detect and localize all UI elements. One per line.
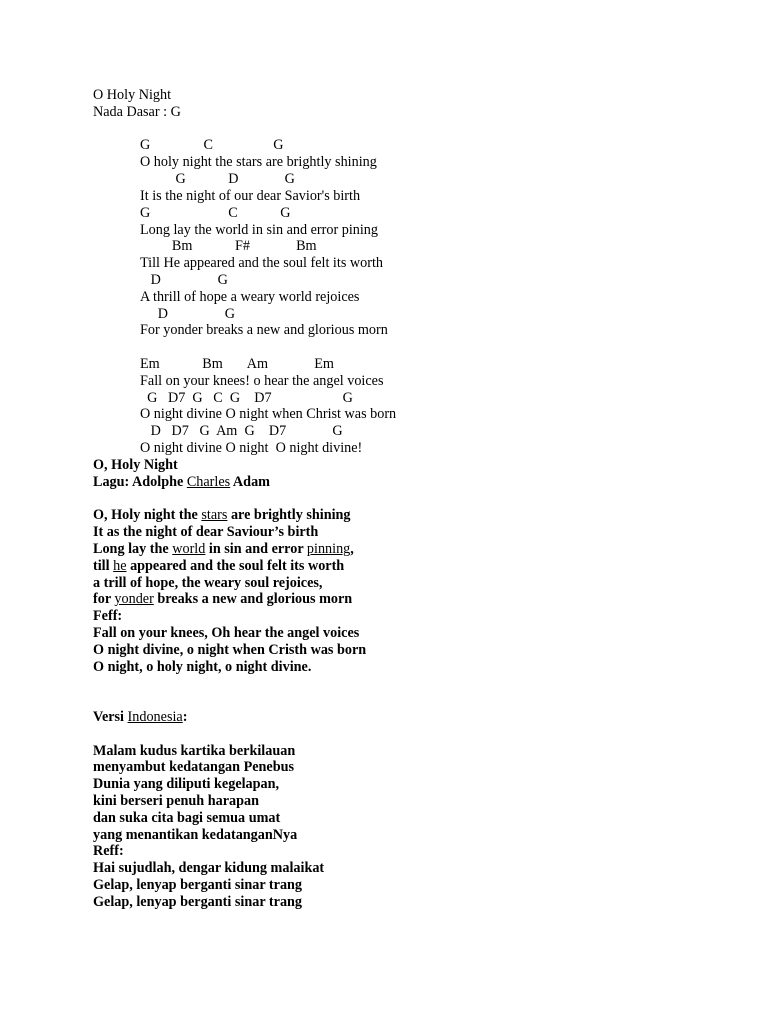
chord-line: Bm F# Bm: [140, 238, 317, 254]
underlined-word: yonder: [114, 591, 154, 607]
english-lyric-line: [93, 541, 354, 558]
english-reff-line: Fall on your knees, Oh hear the angel voices: [93, 625, 360, 641]
heading-prefix: Versi: [93, 709, 128, 725]
english-lyric-line: It as the night of dear Saviour’s birth: [93, 524, 319, 540]
english-lyric-line: a trill of hope, the weary soul rejoices,: [93, 575, 323, 591]
text-part: in sin and error: [205, 541, 307, 557]
credit-suffix: Adam: [230, 474, 270, 490]
lyric-line: O holy night the stars are brightly shining: [140, 154, 377, 170]
chord-line: G D7 G C G D7 G: [140, 390, 353, 406]
indonesian-reff-line: Gelap, lenyap berganti sinar trang: [93, 877, 303, 893]
lyric-line: O night divine O night O night divine!: [140, 440, 363, 456]
chord-line: G C G: [140, 137, 284, 153]
lyric-line: Long lay the world in sin and error pining: [140, 222, 378, 238]
underlined-word: he: [113, 558, 127, 574]
lyric-line: O night divine O night when Christ was born: [140, 406, 397, 422]
english-title: O, Holy Night: [93, 457, 178, 473]
text-part: Long lay the: [93, 541, 173, 557]
lyric-line: Fall on your knees! o hear the angel voices: [140, 373, 384, 389]
text-part: are brightly shining: [227, 507, 351, 523]
lyric-line: A thrill of hope a weary world rejoices: [140, 289, 360, 305]
chord-line: G D G: [140, 171, 295, 187]
text-part: ,: [350, 541, 354, 557]
indonesian-lyric-line: menyambut kedatangan Penebus: [93, 759, 295, 775]
text-part: for: [93, 591, 115, 607]
lyric-line: For yonder breaks a new and glorious morn: [140, 322, 388, 338]
text-part: O, Holy night the: [93, 507, 202, 523]
key-note: Nada Dasar : G: [93, 104, 181, 120]
chord-line: G C G: [140, 205, 291, 221]
underlined-word: stars: [201, 507, 228, 523]
indonesian-reff-line: Hai sujudlah, dengar kidung malaikat: [93, 860, 325, 876]
english-reff-line: O night divine, o night when Cristh was born: [93, 642, 367, 658]
english-lyric-line: [93, 507, 351, 524]
heading-suffix: :: [182, 709, 188, 725]
heading-link: Indonesia: [127, 709, 183, 725]
english-reff-line: O night, o holy night, o night divine.: [93, 659, 312, 675]
composer-credit: [93, 474, 270, 491]
credit-prefix: Lagu: Adolphe: [93, 474, 187, 490]
english-lyric-line: [93, 558, 344, 575]
lyric-line: Till He appeared and the soul felt its worth: [140, 255, 383, 271]
indonesian-lyric-line: dan suka cita bagi semua umat: [93, 810, 281, 826]
chord-line: Em Bm Am Em: [140, 356, 334, 372]
chord-line: D G: [140, 272, 228, 288]
chord-line: D G: [140, 306, 235, 322]
text-part: appeared and the soul felt its worth: [126, 558, 345, 574]
reff-label: Reff:: [93, 843, 124, 859]
underlined-word: pinning: [306, 541, 351, 557]
indonesian-lyric-line: yang menantikan kedatanganNya: [93, 827, 298, 843]
lyric-line: It is the night of our dear Savior's birth: [140, 188, 361, 204]
song-title: O Holy Night: [93, 87, 172, 103]
indonesian-lyric-line: Malam kudus kartika berkilauan: [93, 743, 296, 759]
indonesian-heading: [93, 709, 187, 726]
text-part: till: [93, 558, 114, 574]
indonesian-lyric-line: Dunia yang diliputi kegelapan,: [93, 776, 280, 792]
text-part: breaks a new and glorious morn: [153, 591, 353, 607]
indonesian-lyric-line: kini berseri penuh harapan: [93, 793, 259, 809]
chord-line: D D7 G Am G D7 G: [140, 423, 343, 439]
indonesian-reff-line: Gelap, lenyap berganti sinar trang: [93, 894, 303, 910]
credit-link: Charles: [186, 474, 231, 490]
underlined-word: world: [172, 541, 206, 557]
reff-label: Feff:: [93, 608, 123, 624]
english-lyric-line: [93, 591, 352, 608]
